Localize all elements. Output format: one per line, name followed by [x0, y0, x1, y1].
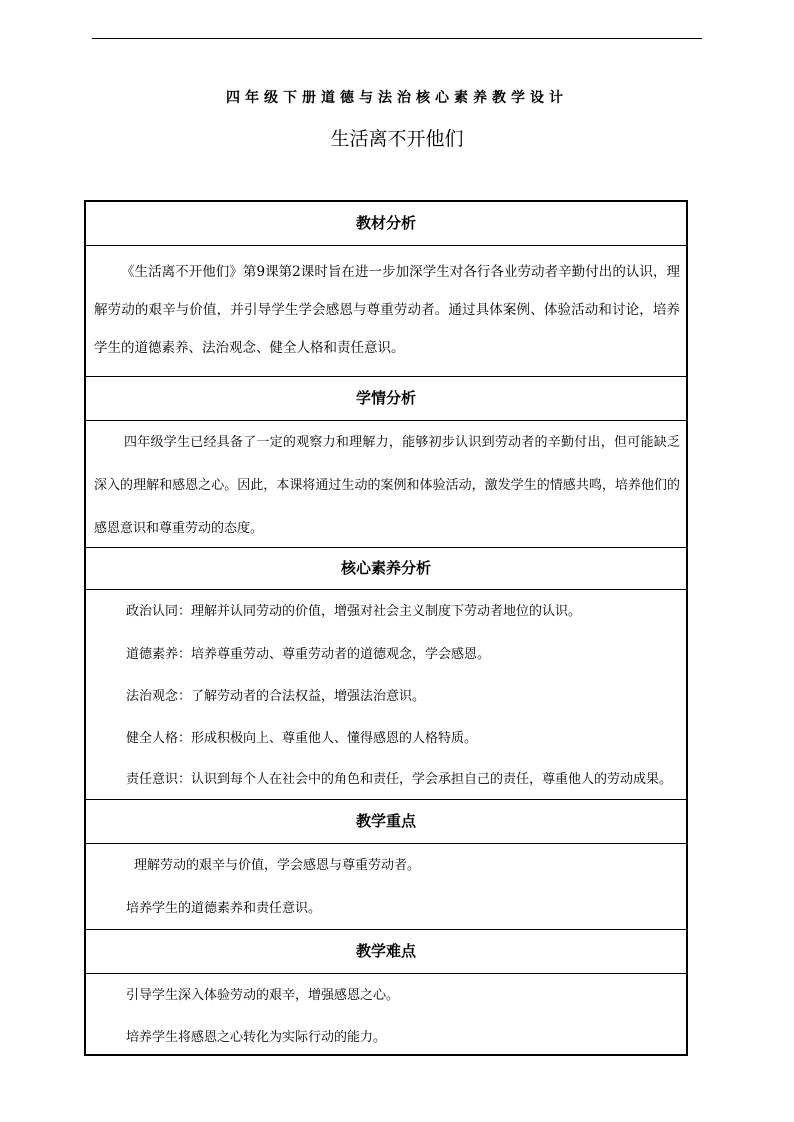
student-analysis-body [86, 421, 686, 548]
core-literacy-header: 核心素养分析 [86, 548, 686, 590]
document-heading: 四年级下册道德与法治核心素养教学设计 [226, 90, 568, 106]
header-rule [92, 38, 702, 39]
student-analysis-header: 学情分析 [86, 377, 686, 421]
key-points-header: 教学重点 [86, 800, 686, 844]
literacy-responsibility: 责任意识：认识到每个人在社会中的角色和责任，学会承担自己的责任，尊重他人的劳动成果。 [126, 772, 673, 787]
key-points-body [86, 844, 686, 930]
core-literacy-body [86, 590, 686, 800]
material-analysis-body [86, 246, 686, 377]
student-analysis-text: 四年级学生已经具备了一定的观察力和理解力，能够初步认识到劳动者的辛勤付出，但可能缺乏深入的理解和感恩之心。因此，本课将通过生动的案例和体验活动，激发学生的情感共鸣，培养他们的感恩意识和尊重劳动的态度。 [94, 435, 680, 536]
material-analysis-header: 教材分析 [86, 202, 686, 246]
difficulties-body [86, 974, 686, 1054]
literacy-political: 政治认同：理解并认同劳动的价值，增强对社会主义制度下劳动者地位的认识。 [126, 604, 582, 619]
lesson-design-table [84, 200, 688, 1056]
material-analysis-text: 《生活离不开他们》第9课第2课时旨在进一步加深学生对各行各业劳动者辛勤付出的认识，理解劳动的艰辛与价值，并引导学生学会感恩与尊重劳动者。通过具体案例、体验活动和讨论，培养学生的道德素养、法治观念、健全人格和责任意识。 [94, 264, 680, 356]
difficulty-item: 培养学生将感恩之心转化为实际行动的能力。 [126, 1030, 387, 1045]
difficulties-header: 教学难点 [86, 930, 686, 974]
lesson-title: 生活离不开他们 [330, 128, 464, 150]
literacy-personality: 健全人格：形成积极向上、尊重他人、懂得感恩的人格特质。 [126, 731, 478, 746]
literacy-legal: 法治观念：了解劳动者的合法权益，增强法治意识。 [126, 689, 426, 704]
difficulty-item: 引导学生深入体验劳动的艰辛，增强感恩之心。 [126, 988, 400, 1003]
key-point-item: 培养学生的道德素养和责任意识。 [126, 901, 322, 916]
key-point-item: 理解劳动的艰辛与价值，学会感恩与尊重劳动者。 [134, 858, 421, 873]
literacy-moral: 道德素养：培养尊重劳动、尊重劳动者的道德观念，学会感恩。 [126, 647, 491, 662]
